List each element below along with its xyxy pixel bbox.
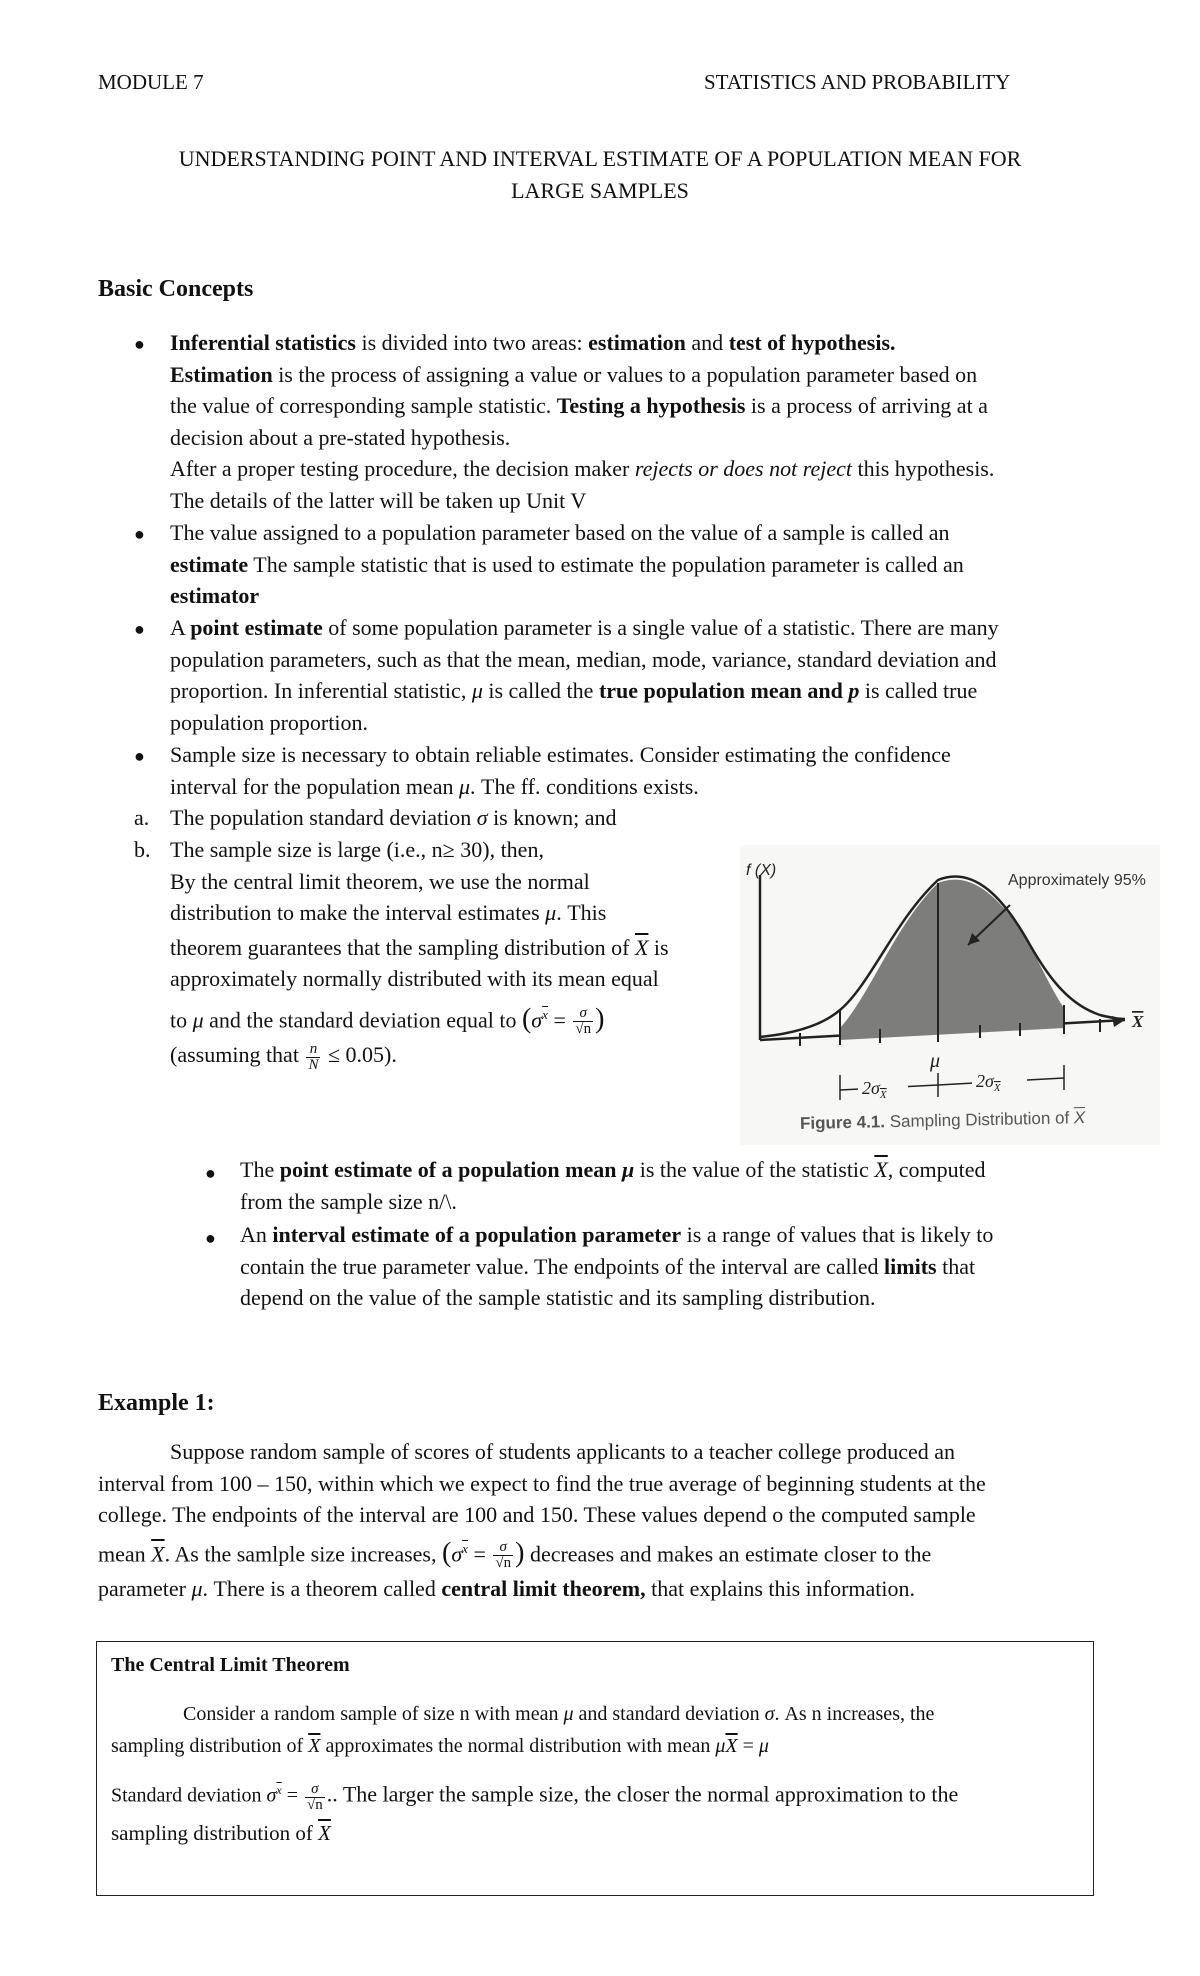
- subject-label: STATISTICS AND PROBABILITY: [704, 70, 1011, 94]
- bullet-marker: ●: [134, 524, 145, 544]
- bullet-sample-size: Sample size is necessary to obtain reliable estimates. Consider estimating the confidence interval for the population mean μ. The ff. conditions exists.: [170, 742, 951, 799]
- central-limit-theorem-box: [96, 1641, 1094, 1896]
- right-span-label: $2\sigma_X$: [976, 1071, 1001, 1094]
- bullet-marker: ●: [134, 619, 145, 639]
- clt-heading: The Central Limit Theorem: [111, 1654, 350, 1676]
- condition-b: The sample size is large (i.e., n≥ 30), then, By the central limit theorem, we use the normal distribution to make the interval estimates μ. This theorem guarantees that the sampling distribution of $\overline{X}$ is approximately normally distributed with its mean equal to μ and the standard deviation equal to ($\sigma^{\overline{x}}$ = $\frac{\sigma}{√n}$ ) (assuming that $\frac{n}{N}$ ≤ 0.05).: [170, 837, 669, 1073]
- sampling-distribution-figure: [740, 845, 1160, 1145]
- bullet-estimate: The value assigned to a population parameter based on the value of a sample is called an estimate The sample statistic that is used to estimate the population parameter is called an estimator: [170, 520, 964, 608]
- bullet-interval-estimate: An interval estimate of a population parameter is a range of values that is likely to contain the true parameter value. The endpoints of the interval are called limits that depend on the value of the sample statistic and its sampling distribution.: [240, 1222, 994, 1310]
- clt-body: Consider a random sample of size n with mean μ and standard deviation σ. As n increases, the sampling distribution of $\overline{X}$ approximates the normal distribution with mean $\mu\overline{X} = \mu$ Standard deviation $\sigma^{\overline{x}}$ = $\frac{\sigma}{√n}$ .. The larger the sample size, the closer the normal approximation to the sampling distribution of $\overline{X}$: [111, 1703, 959, 1845]
- x-axis-label: X: [1132, 1012, 1144, 1031]
- annotation-label: Approximately 95%: [1008, 872, 1146, 889]
- figure-caption: Figure 4.1. Sampling Distribution of $\overline{X}$: [799, 1108, 1086, 1133]
- bullet-inferential: Inferential statistics is divided into two areas: estimation and test of hypothesis. Estimation is the process of assigning a value or values to a population parameter based on the value of corresponding sample statistic. Testing a hypothesis is a process of arriving at a decision about a pre-stated hypothesis. After a proper testing procedure, the decision maker rejects or does not reject this hypothesis. The details of the latter will be taken up Unit V: [170, 330, 995, 513]
- list-marker-b: b.: [134, 837, 151, 862]
- title-line-2: LARGE SAMPLES: [511, 178, 689, 203]
- module-label: MODULE 7: [98, 70, 204, 94]
- example-heading: Example 1:: [98, 1390, 215, 1416]
- basic-concepts-heading: Basic Concepts: [98, 276, 254, 302]
- bullet-marker: ●: [205, 1228, 216, 1248]
- bullet-marker: ●: [134, 334, 145, 354]
- mu-label: μ: [930, 1050, 941, 1072]
- bullet-point-estimate: A point estimate of some population parameter is a single value of a statistic. There are many population parameters, such as that the mean, median, mode, variance, standard deviation and proportion. In inferential statistic, μ is called the true population mean and p is called true population proportion.: [170, 615, 999, 735]
- bullet-marker: ●: [205, 1163, 216, 1183]
- list-marker-a: a.: [134, 805, 150, 830]
- bullet-marker: ●: [134, 746, 145, 766]
- example-paragraph: Suppose random sample of scores of students applicants to a teacher college produced an interval from 100 – 150, within which we expect to find the true average of beginning students at the college. The endpoints of the interval are 100 and 150. These values depend o the computed sample mean $\overline{X}$. As the samlple size increases, ($\sigma^{\overline{x}}$ = $\frac{\sigma}{√n}$ ) decreases and makes an estimate closer to the parameter μ. There is a theorem called central limit theorem, that explains this information.: [98, 1439, 986, 1602]
- bullet-point-estimate-mean: The point estimate of a population mean μ is the value of the statistic $\overline{X}$, computed from the sample size n/\.: [240, 1157, 986, 1214]
- condition-a: The population standard deviation σ is known; and: [170, 805, 617, 830]
- y-axis-label: f (X): [746, 862, 777, 879]
- page-title: [0, 143, 1200, 207]
- left-span-label: $2\sigma_X$: [862, 1078, 887, 1101]
- title-line-1: UNDERSTANDING POINT AND INTERVAL ESTIMATE OF A POPULATION MEAN FOR: [178, 146, 1022, 171]
